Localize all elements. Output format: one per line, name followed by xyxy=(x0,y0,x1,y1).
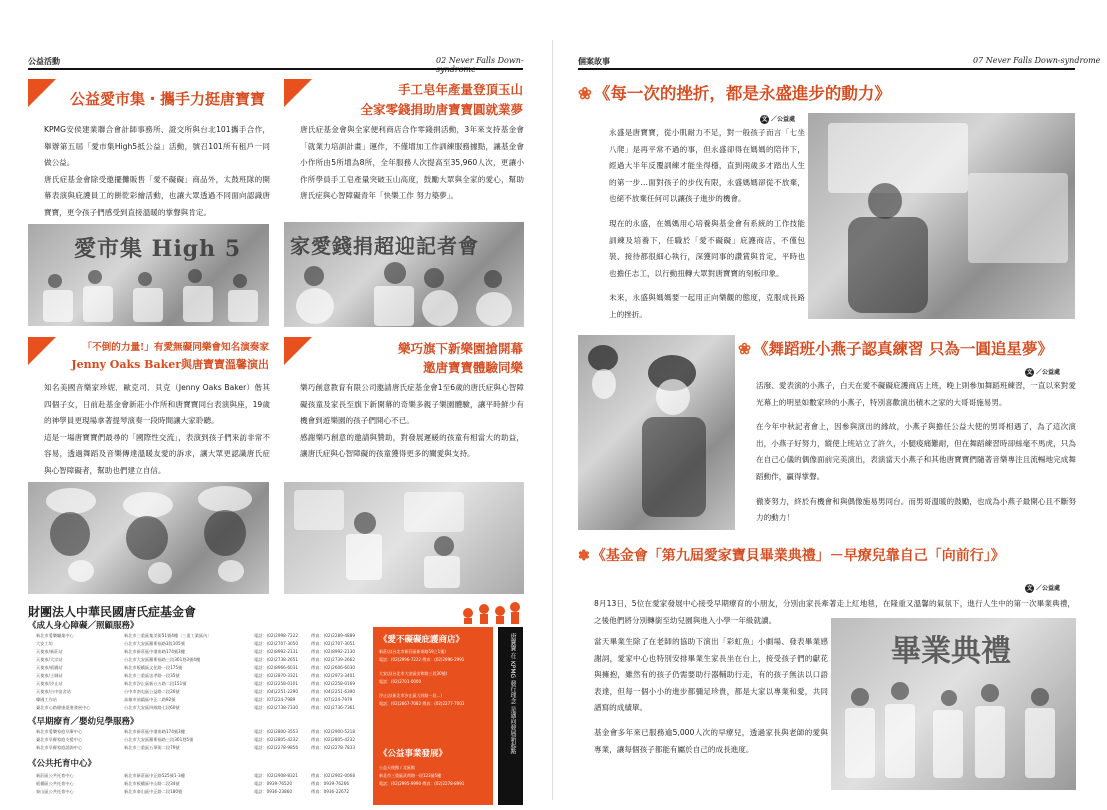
directory-row: 新北市愛樂家庭早療中心 新北市新莊區中港南路174號3樓 電話：(02)2800-3553 傳真：(02)2900-5218 xyxy=(36,729,355,734)
directory-row: 泰山區公共托育中心 新北市泰山區中正路二段180號 電話：0936-23860 傳真：0936-22672 xyxy=(36,789,350,794)
directory-row: 天使家/板橋站 新北市板橋區文化路一段175號 電話：(02)8966-6031 傳真：(02)2606-6030 xyxy=(36,665,355,670)
directory-row: 韓國工作站 高雄市前鎮區中正二路92號 電話：(07)224-7989 傳真：(07)224-7979 xyxy=(36,697,353,702)
story2-byline: 文 ／公益處 xyxy=(1026,369,1061,376)
story3-para-3: 基金會多年來已服務逾5,000人次的早療兒，透過家長與老師的愛與專業，讓每個孩子都能有屬於自己的成長進度。 xyxy=(594,727,828,754)
right-header-section: 個案故事 xyxy=(578,57,610,66)
article3-title-line1: 「不倒的力量!」有愛無礙同樂會知名演奏家 xyxy=(82,342,269,353)
directory-row: 天使家/台中宿舍站 台中市南屯區公益路二段26號 電話：(04)2251-2290 傳真：(04)2251-6390 xyxy=(36,689,355,694)
article1-body xyxy=(28,122,270,222)
article3-title-line2: Jenny Oaks Baker與唐寶寶溫馨演出 xyxy=(71,358,269,371)
directory-row: 天使家/新莊站 新北市新莊區中港南路174號3樓 電話：(02)8992-2131 傳真：(02)8992-2130 xyxy=(36,649,355,654)
directory-category-3: 《公共托育中心》 xyxy=(28,759,97,769)
story3-title: ✽ 《基金會「第九屆愛家寶貝畢業典禮」－早療兒靠自己「向前行」》 xyxy=(578,548,1005,564)
writer-icon: 文 xyxy=(761,116,768,123)
article1-photo-banner: 愛市集 High 5 xyxy=(74,236,242,262)
article1-title: 公益愛市集・攜手力挺唐寶寶 xyxy=(69,90,265,108)
article2-corner xyxy=(284,79,312,107)
flower-icon: ✽ xyxy=(578,548,590,564)
right-page xyxy=(553,0,1107,810)
shop-info-title: 《愛不礙礙庇護商店》 xyxy=(379,635,465,645)
article3-para-1: 知名美國音樂家珍妮．歐克司．貝克（Jenny Oaks Baker）偕其四個子女，日前赴基金會新莊小作所和唐寶寶同台表演與座，19歲的神學員更現場拿著提琴演奏一段時間讓大家聆聽。 xyxy=(44,383,270,426)
article1-para-2: 唐氏症基金會除受邀擺攤販售「愛不礙礙」商品外，太鼓班隊的開幕表演與庇護員工的餅乾彩繪活動，也讓大眾透過不同面向認識唐寶寶，更令孩子們感受到直接溫暖的掌聲與肯定。 xyxy=(44,174,270,217)
directory-row: 臺北市心路健康促進發展中心 台北市大安區四維路七段60號 電話：(02)2738-7330 傳真：(02)2736-7361 xyxy=(36,705,355,710)
article3-body xyxy=(28,380,270,480)
article1-para-1: KPMG安侯建業聯合會計師事務所、證交所與台北101攜手合作，舉辦第五屆「愛市集High5抵公益」活動，號召101所有租戶一同做公益。 xyxy=(44,125,270,168)
article2-title-line1: 手工皂年產量登頂玉山 xyxy=(397,82,523,97)
vertical-note: 唐寶寶 在 KPMG 發行理念 是邁向發展新起點 xyxy=(509,633,516,755)
article4-para-1: 樂巧創意教育有限公司邀請唐氏症基金會1至6歲的唐氏症與心智障礙孩童及家長至旗下新開幕的奇樂多親子樂園體驗，讓平時鮮少有機會到遊樂園的孩子們開心不已。 xyxy=(300,383,524,426)
writer-icon: 文 xyxy=(1026,585,1033,592)
article2-title-line2: 全家零錢捐助唐寶寶圓就業夢 xyxy=(360,102,523,117)
story1-byline: 文 ／公益處 xyxy=(761,116,796,123)
flower-icon: ❀ xyxy=(738,339,751,358)
shop-info-box xyxy=(373,627,493,805)
story2-para-2: 在今年中秋記者會上，因參與演出的緣故，小燕子與擔任公益大使的男哥相遇了，為了這次演出，小燕子好努力，縱使上班站立了許久，小腿痠痛難耐，但在舞蹈練習時卻絲毫不馬虎，只為在自己心儀的偶像面前完美演出，表演當天小燕子和其他唐寶寶們隨著音樂專注且流暢地完成舞蹈動作，贏得掌聲。 xyxy=(756,422,1076,481)
article2-photo-banner: 家愛錢捐超迎記者會 xyxy=(290,234,479,258)
article4-photo xyxy=(284,482,524,594)
left-header-issue: 02 Never Falls Down- xyxy=(436,56,524,65)
story3-para-1: 8月13日，5位在愛家發展中心接受早期療育的小朋友，分別由家長牽著走上紅地毯，在隆重又溫馨的氣氛下，進行人生中的第一次畢業典禮，之後他們將分別轉銜至幼兒園與進入小學一年級就讀。 xyxy=(594,599,1075,625)
article3-corner xyxy=(28,337,56,365)
shop-info-line: 新北市三重區武荷路一段123號5樓 xyxy=(379,773,442,778)
story3-body xyxy=(578,634,828,774)
left-header-section: 公益活動 xyxy=(28,57,60,66)
directory-row: 天使家/汐止站 新北市汐止區新台五路二段151號 電話：(02)2258-0101 傳真：(02)2258-0169 xyxy=(36,681,355,686)
story2-title: ❀ 《舞蹈班小燕子認真練習 只為一圓追星夢》 xyxy=(738,339,1053,358)
shop-info-line: 電話：(02)2996-7222 傳真：(02)2996-2991 xyxy=(379,657,465,662)
story1-body xyxy=(593,125,805,335)
article4-body xyxy=(284,380,524,480)
article1-photo xyxy=(28,224,269,326)
left-header-rule xyxy=(28,68,523,70)
shop-info-line: 汐止店(新北市汐止區大同路一段...) xyxy=(379,693,442,698)
shop-info-line: 公益天使館 / 北區館 xyxy=(379,765,415,770)
flower-icon: ❀ xyxy=(578,84,592,103)
directory-row: 新北市愛樂職業中心 新北市三重區集美街51號4樓〔三重工業區內〕 電話：(02)2998-7222 傳真：(02)2289-4889 xyxy=(36,633,355,638)
directory-row: 天使家/土城站 新北市三重區忠孝路一段35號 電話：(02)2870-3321 傳真：(02)2973-3401 xyxy=(36,673,355,678)
story3-photo-banner: 畢業典禮 xyxy=(891,634,1011,669)
article4-corner xyxy=(284,337,312,365)
directory-row: 臺北市早療家庭支援中心 台北市大安區羅斯福路三段301巷5號 電話：(02)2805-4232 傳真：(02)2805-4232 xyxy=(36,737,355,742)
story2-photo xyxy=(578,335,735,530)
article2-body xyxy=(284,122,524,222)
foundation-directory xyxy=(28,597,523,807)
vertical-note-box xyxy=(498,627,523,805)
directory-title: 財團法人中華民國唐氏症基金會 xyxy=(28,605,197,619)
kids-logo-icon xyxy=(458,597,523,625)
directory-category-1: 《成人身心障礙／照顧服務》 xyxy=(28,621,139,631)
directory-row: 大安工坊 台北市大安區羅斯福路3段105號 電話：(02)2707-3050 傳真：(02)2707-3051 xyxy=(36,641,355,646)
shop-info-line: 電話：(02)2995-9990 傳真：(02)2278-8991 xyxy=(379,781,465,786)
article1-corner xyxy=(28,79,56,107)
shop-info-line: 電話：(02)2701-0000 xyxy=(379,679,422,684)
story1-para-3: 未來，永盛與媽媽要一起用正向樂觀的態度，克服成長路上的挫折。 xyxy=(609,293,805,319)
story2-para-3: 徹麥努力，終於有機會和與偶像施易男同台。而男哥溫暖的鼓勵，也成為小燕子最開心且不斷努力的動力！ xyxy=(756,496,1076,523)
article2-photo xyxy=(284,222,524,327)
story3-photo xyxy=(831,618,1076,790)
story1-photo xyxy=(808,113,1075,319)
article2-para-1: 唐氏症基金會與全家便利商店合作零錢捐活動，3年來支持基金會「就業力培訓計畫」運作，不僅增加工作訓練服務據點，讓基金會小作所由5所增為8所，全年服務人次提高至35,960人次，更讓小作所學員手工皂產量突破玉山高度，鼓勵大眾與全家的愛心，幫助唐氏症與心智障礙青年「快樂工作 努力築夢」。 xyxy=(300,125,524,201)
shop-info-line: 大安店(台北市大安區安和路三段30號) xyxy=(379,671,448,676)
story2-body xyxy=(740,378,1076,528)
left-page xyxy=(0,0,553,810)
article4-title-line2: 邀唐寶寶體驗同樂 xyxy=(422,360,523,375)
shop-info-line: 電話：(02)2667-7082 傳真：(02)2277-7003 xyxy=(379,701,465,706)
article3-photo xyxy=(28,482,269,594)
writer-icon: 文 xyxy=(1026,369,1033,376)
article4-para-2: 感謝樂巧創意的邀請與贊助，對發展遲緩的孩童有相當大的助益，讓唐氏症與心智障礙的孩童獲得更多的關愛與支持。 xyxy=(300,432,524,459)
story1-title: ❀ 《每一次的挫折，都是永盛進步的動力》 xyxy=(578,84,891,103)
right-header-issue: 07 Never Falls Down-syndrome xyxy=(973,56,1101,65)
story2-para-1: 活潑、愛表演的小燕子，白天在愛不礙礙庇護商店上班，晚上則參加舞蹈班練習，一直以來對愛光幕上的明星如數家珍的小燕子，特別喜歡演出積木之家的大哥哥施易男。 xyxy=(756,381,1076,407)
story1-para-1: 永盛是唐寶寶，從小肌耐力不足，對一般孩子而言「七坐八爬」是再平常不過的事，但永盛卻得在媽媽的陪伴下，經過大半年反覆訓練才能坐得穩，直到兩歲多才踏出人生的第一步…面對孩子的步伐有限，永盛媽媽卻從不放棄，也絕不放棄任何可以讓孩子進步的機會。 xyxy=(609,128,805,204)
directory-row: 新莊區公共托育中心 新北市新莊區中正路525號1-3樓 電話：(02)2908-8321 傳真：(02)2902-0068 xyxy=(36,773,355,778)
directory-category-2: 《早期療育／嬰幼兒學服務》 xyxy=(28,717,139,727)
story1-para-2: 現在的永盛，在媽媽用心培養與基金會有系統的工作技能訓練及培養下，任職於「愛不礙礙」庇護商店，不僅包裝、接待都很細心執行，深獲同事的讚賞與肯定，平時也也擔任志工，以行動扭轉大眾對唐寶寶的刻板印象。 xyxy=(609,218,805,278)
article3-para-2: 這是一場唐寶寶們最尋的「國際性交流」，表演到孩子們來訪非常不容易，透過舞蹈及音樂傳達溫暖友愛的訴求，讓大眾更認識唐氏症與心智障礙者，幫助也們建立自信。 xyxy=(44,432,270,475)
directory-row: 天使家/大宗站 台北市大安區羅斯福路三段301巷3號4樓 電話：(02)2738-2651 傳真：(02)2739-2662 xyxy=(36,657,355,662)
directory-row: 新北市早療家庭諮詢中心 新北市三重區五華街二段79號 電話：(02)2278-9856 傳真：(02)2278-7833 xyxy=(36,745,355,750)
shop-info-line: 新莊店(台北市新莊區新泰路59之1號) xyxy=(379,649,446,654)
right-header-rule xyxy=(578,68,1075,70)
shop-info-title-2: 《公益事業發展》 xyxy=(379,749,448,759)
article4-title-line1: 樂巧旗下新樂園搶開幕 xyxy=(397,341,523,356)
story3-byline: 文 ／公益處 xyxy=(1026,585,1061,592)
directory-row: 板橋區公共托育中心 新北市板橋區中山路二段34號 電話：0939-76520 傳真：0939-76266 xyxy=(36,781,350,786)
story3-para-2: 當天畢業生除了在老師的協助下演出「彩虹魚」小劇場、發表畢業感謝詞，愛家中心也特別安排畢業生家長坐在台上，接受孩子們的獻花與擁抱，雖然有的孩子仍需要助行器輔助行走，有的孩子無法以口語表達，但每一個小小的進步都彌足珍貴，都是大家以專業和愛，共同譜寫的成績單。 xyxy=(594,637,828,713)
